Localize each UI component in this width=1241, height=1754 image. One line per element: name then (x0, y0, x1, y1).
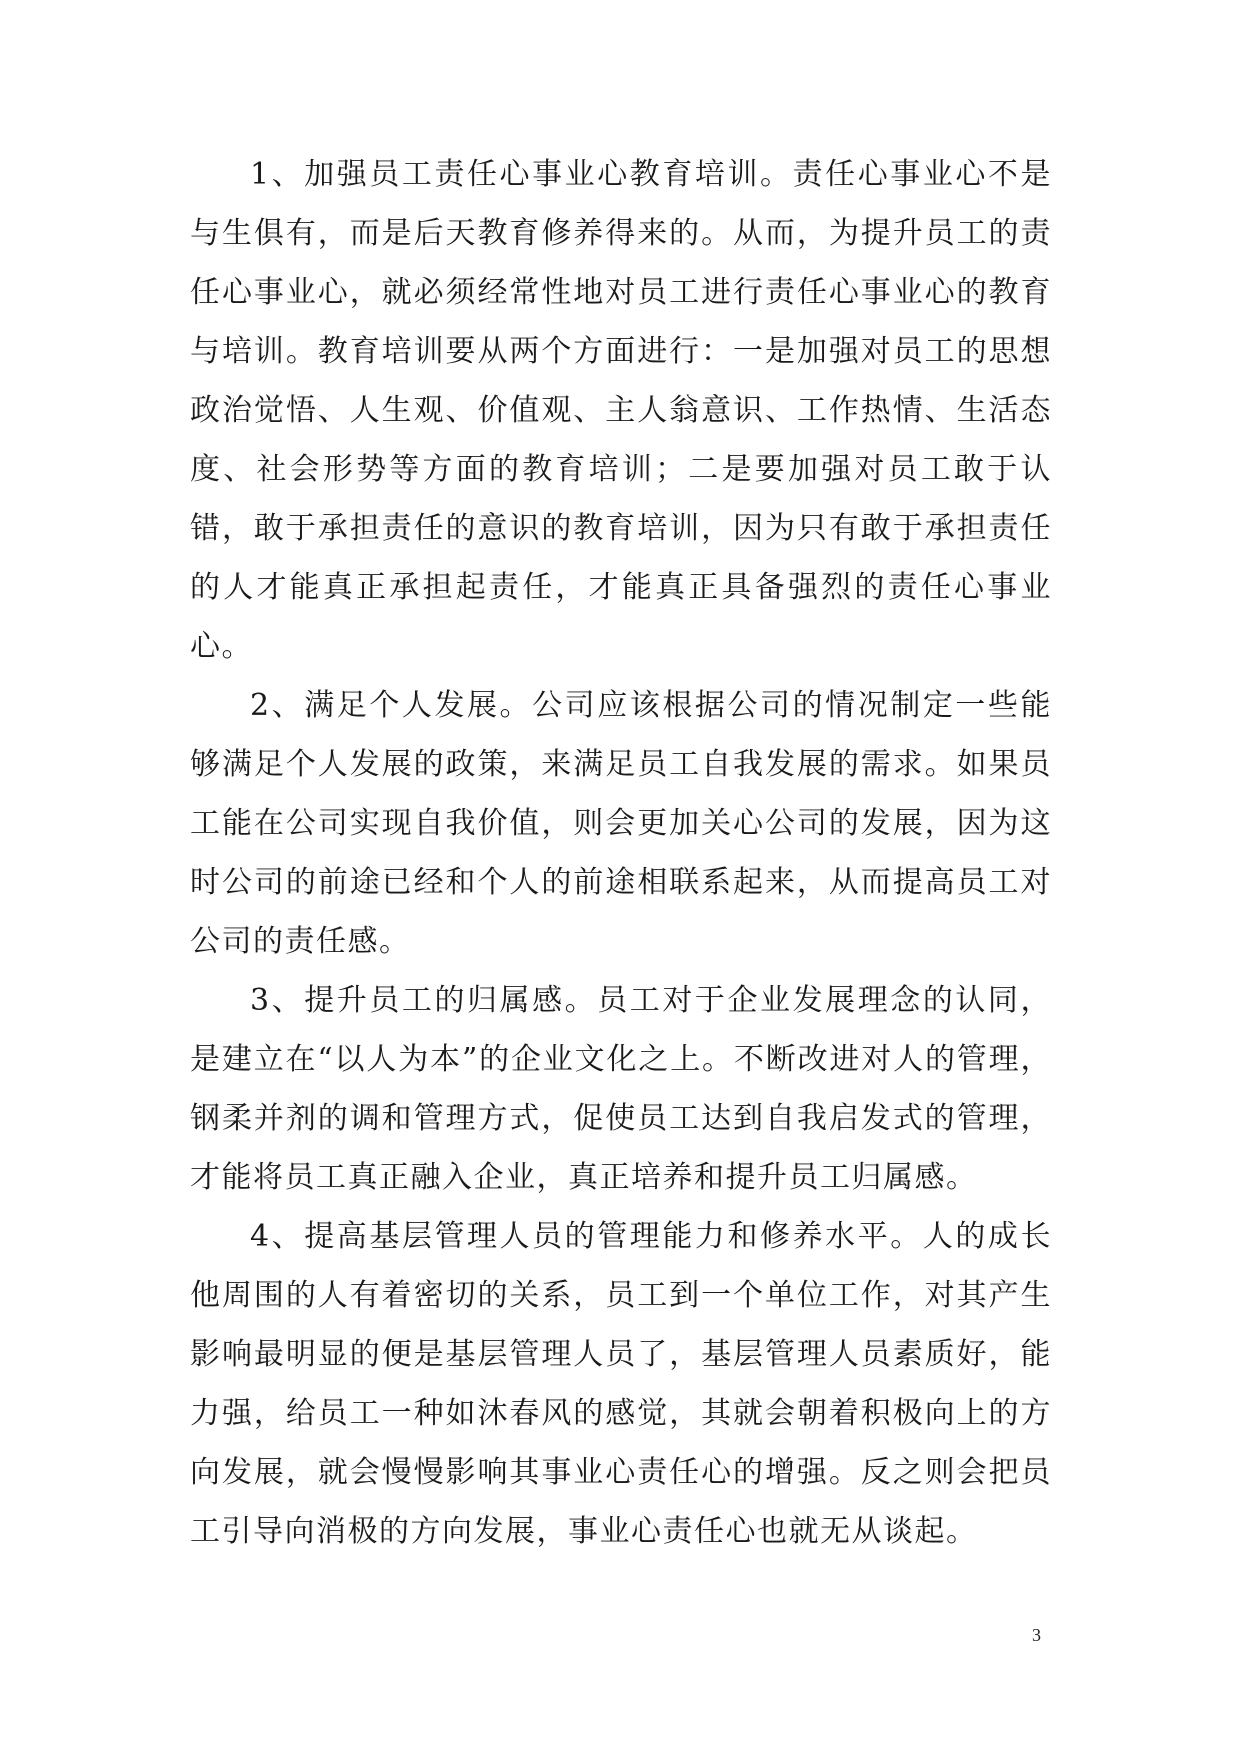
paragraph-3: 3、提升员工的归属感。员工对于企业发展理念的认同，是建立在“以人为本”的企业文化之上。不断改进对人的管理，钢柔并剂的调和管理方式，促使员工达到自我启发式的管理，才能将员工真正融入企业，真正培养和提升员工归属感。 (190, 983, 1052, 1195)
body-text (190, 145, 1052, 1561)
paragraph-2: 2、满足个人发展。公司应该根据公司的情况制定一些能够满足个人发展的政策，来满足员工自我发展的需求。如果员工能在公司实现自我价值，则会更加关心公司的发展，因为这时公司的前途已经和个人的前途相联系起来，从而提高员工对公司的责任感。 (190, 688, 1052, 959)
paragraph-1: 1、加强员工责任心事业心教育培训。责任心事业心不是与生俱有，而是后天教育修养得来的。从而，为提升员工的责任心事业心，就必须经常性地对员工进行责任心事业心的教育与培训。教育培训要从两个方面进行：一是加强对员工的思想政治觉悟、人生观、价值观、主人翁意识、工作热情、生活态度、社会形势等方面的教育培训；二是要加强对员工敢于认错，敢于承担责任的意识的教育培训，因为只有敢于承担责任的人才能真正承担起责任，才能真正具备强烈的责任心事业心。 (190, 157, 1052, 664)
page-number: 3 (1032, 1625, 1041, 1645)
paragraph-4: 4、提高基层管理人员的管理能力和修养水平。人的成长他周围的人有着密切的关系，员工到一个单位工作，对其产生影响最明显的便是基层管理人员了，基层管理人员素质好，能力强，给员工一种如沐春风的感觉，其就会朝着积极向上的方向发展，就会慢慢影响其事业心责任心的增强。反之则会把员工引导向消极的方向发展，事业心责任心也就无从谈起。 (190, 1219, 1052, 1549)
